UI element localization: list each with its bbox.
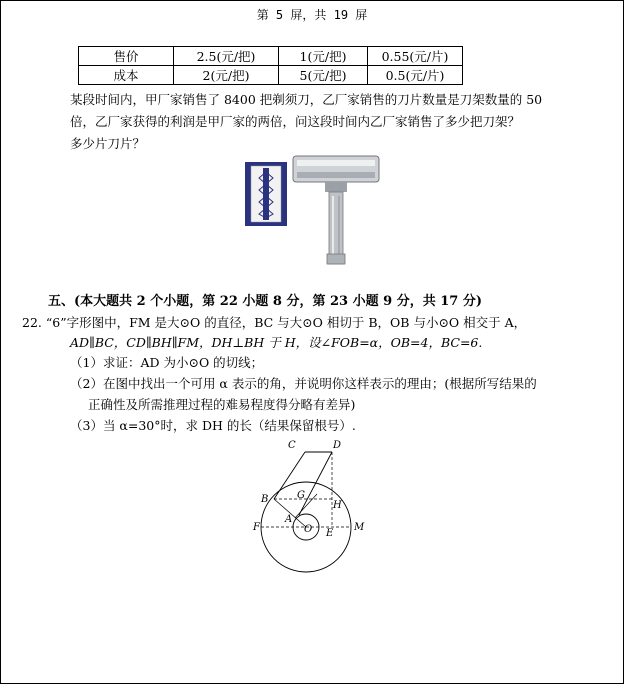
problem-22-part-2-b: 正确性及所需推理过程的难易程度得分略有差异)	[88, 397, 356, 412]
problem-21-text	[70, 89, 590, 155]
safety-razor-icon	[293, 156, 379, 264]
problem-22-part-3: （3）当 α=30°时，求 DH 的长（结果保留根号）.	[70, 418, 356, 433]
table-row	[79, 47, 463, 66]
label-e: E	[326, 528, 334, 539]
table-cell: 5(元/把)	[279, 66, 368, 85]
price-table	[78, 46, 463, 85]
razor-illustration	[243, 150, 383, 270]
table-row	[79, 66, 463, 85]
text-line: 某段时间内，甲厂家销售了 8400 把剃须刀，乙厂家销售的刀片数量是刀架数量的 50	[70, 92, 543, 107]
problem-22-part-1: （1）求证：AD 为小⊙O 的切线；	[70, 355, 264, 370]
label-b: B	[261, 494, 269, 505]
table-cell: 0.55(元/片)	[368, 47, 463, 66]
label-g: G	[297, 490, 305, 501]
label-d: D	[333, 440, 342, 451]
table-cell: 2(元/把)	[174, 66, 279, 85]
label-h: H	[333, 500, 342, 511]
table-cell: 2.5(元/把)	[174, 47, 279, 66]
label-c: C	[288, 440, 296, 451]
geometry-figure	[244, 432, 374, 582]
text-line: 倍，乙厂家获得的利润是甲厂家的两倍，问这段时间内乙厂家销售了多少把刀架？	[70, 114, 521, 129]
label-o: O	[304, 524, 313, 535]
page-indicator: 第 5 屏，共 19 屏	[256, 8, 368, 22]
table-cell: 成本	[79, 66, 174, 85]
label-a: A	[285, 514, 293, 525]
label-f: F	[253, 522, 260, 533]
segment-d-down	[299, 452, 332, 515]
problem-22-intro-2: AD∥BC，CD∥BH∥FM，DH⊥BH 于 H，设∠FOB=α，OB=4，BC=6.	[70, 335, 483, 350]
text-line: 多少片刀片？	[70, 136, 146, 151]
problem-22-part-2-a: （2）在图中找出一个可用 α 表示的角，并说明你这样表示的理由；(根据所写结果的	[70, 376, 537, 391]
razor-blade-icon	[245, 162, 287, 226]
table-cell: 售价	[79, 47, 174, 66]
table-cell: 0.5(元/片)	[368, 66, 463, 85]
table-cell: 1(元/把)	[279, 47, 368, 66]
label-m: M	[354, 522, 365, 533]
section-5-heading: 五、(本大题共 2 个小题，第 22 小题 8 分，第 23 小题 9 分，共 17 分)	[48, 294, 483, 309]
problem-22-intro-1: 22. “6”字形图中，FM 是大⊙O 的直径，BC 与大⊙O 相切于 B，OB 与小⊙O 相交于 A，	[22, 315, 527, 330]
